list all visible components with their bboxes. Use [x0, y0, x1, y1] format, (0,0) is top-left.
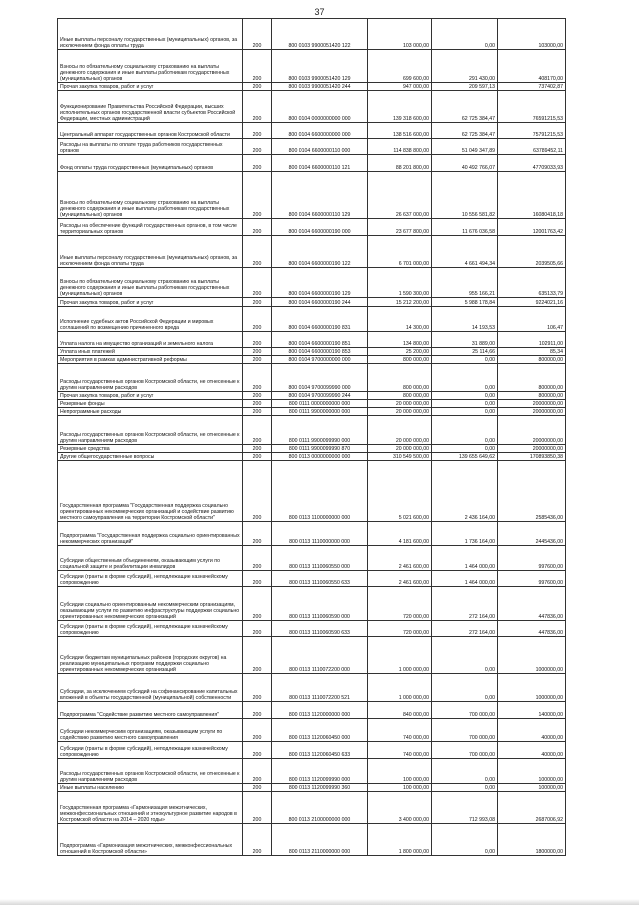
table-row	[58, 674, 566, 702]
row-budget-classification-code: 800 0113 1120060450 633	[272, 742, 368, 759]
row-budget-classification-code: 800 0113 1110060550 633	[272, 571, 368, 587]
row-budget-classification-code: 800 0113 1120099990 000	[272, 759, 368, 784]
row-description: Расходы государственных органов Костромской области, не отнесенные к другим направлениям расходов	[58, 364, 243, 392]
row-budget-classification-code: 800 0104 6600000190 831	[272, 307, 368, 332]
table-row	[58, 19, 566, 50]
row-budget-classification-code: 800 0104 6600000190 853	[272, 348, 368, 356]
row-approved-amount: 800 000,00	[368, 392, 432, 400]
row-approved-amount: 1 000 000,00	[368, 674, 432, 702]
row-executed-amount: 62 725 384,47	[432, 123, 498, 139]
row-description: Мероприятия в рамках административной реформы	[58, 356, 243, 364]
table-row	[58, 400, 566, 408]
row-description: Прочая закупка товаров, работ и услуг	[58, 83, 243, 91]
row-code: 200	[243, 83, 272, 91]
row-description: Исполнение судебных актов Российской Федерации и мировых соглашений по возмещению причиненного вреда	[58, 307, 243, 332]
row-code: 200	[243, 236, 272, 268]
row-budget-classification-code: 800 0111 9900099990 870	[272, 445, 368, 453]
row-executed-amount: 0,00	[432, 416, 498, 445]
row-unexecuted-amount: 408170,00	[498, 50, 566, 83]
row-budget-classification-code: 800 0104 6600000190 122	[272, 236, 368, 268]
row-code: 200	[243, 445, 272, 453]
row-code: 200	[243, 621, 272, 637]
row-executed-amount: 209 597,13	[432, 83, 498, 91]
row-description: Другие общегосударственные вопросы	[58, 453, 243, 461]
row-approved-amount: 310 549 500,00	[368, 453, 432, 461]
row-code: 200	[243, 219, 272, 236]
row-code: 200	[243, 742, 272, 759]
table-row	[58, 50, 566, 83]
row-executed-amount: 700 000,00	[432, 702, 498, 719]
row-code: 200	[243, 392, 272, 400]
row-code: 200	[243, 571, 272, 587]
table-row	[58, 824, 566, 856]
table-row	[58, 123, 566, 139]
row-approved-amount: 740 000,00	[368, 719, 432, 742]
row-budget-classification-code: 800 0113 2110000000 000	[272, 824, 368, 856]
row-description: Прочая закупка товаров, работ и услуг	[58, 298, 243, 307]
row-budget-classification-code: 800 0113 1110072200 521	[272, 674, 368, 702]
row-approved-amount: 5 021 600,00	[368, 461, 432, 522]
row-executed-amount: 1 736 164,00	[432, 522, 498, 546]
row-budget-classification-code: 800 0104 6600000190 244	[272, 298, 368, 307]
row-code: 200	[243, 416, 272, 445]
row-unexecuted-amount: 20000000,00	[498, 416, 566, 445]
row-unexecuted-amount: 2585436,00	[498, 461, 566, 522]
row-code: 200	[243, 356, 272, 364]
row-unexecuted-amount: 75791215,53	[498, 123, 566, 139]
table-row	[58, 637, 566, 674]
row-unexecuted-amount: 40000,00	[498, 742, 566, 759]
row-description: Уплата налога на имущество организаций и земельного налога	[58, 332, 243, 348]
row-code: 200	[243, 155, 272, 172]
table-row	[58, 571, 566, 587]
row-description: Подпрограмма "Государственная поддержка социально ориентированных некоммерческих организаций"	[58, 522, 243, 546]
row-approved-amount: 20 000 000,00	[368, 408, 432, 416]
row-code: 200	[243, 792, 272, 824]
row-unexecuted-amount: 20000000,00	[498, 400, 566, 408]
row-budget-classification-code: 800 0113 1110072200 000	[272, 637, 368, 674]
row-description: Фонд оплаты труда государственных (муниципальных) органов	[58, 155, 243, 172]
row-executed-amount: 31 889,00	[432, 332, 498, 348]
row-description: Взносы по обязательному социальному страхованию на выплаты денежного содержания и иные выплаты работникам государственных (муниципальных) органов	[58, 50, 243, 83]
row-unexecuted-amount: 1000000,00	[498, 637, 566, 674]
row-executed-amount: 0,00	[432, 637, 498, 674]
table-row	[58, 621, 566, 637]
row-executed-amount: 291 430,00	[432, 50, 498, 83]
row-approved-amount: 2 461 600,00	[368, 546, 432, 571]
row-unexecuted-amount: 2445436,00	[498, 522, 566, 546]
table-row	[58, 332, 566, 348]
row-description: Подпрограмма «Гармонизация межэтнических, межконфессиональных отношений в Костромской области»	[58, 824, 243, 856]
row-code: 200	[243, 19, 272, 50]
row-executed-amount: 40 492 766,07	[432, 155, 498, 172]
row-budget-classification-code: 800 0104 6600000110 121	[272, 155, 368, 172]
row-description: Прочая закупка товаров, работ и услуг	[58, 392, 243, 400]
row-budget-classification-code: 800 0104 0000000000 000	[272, 91, 368, 123]
table-row	[58, 172, 566, 219]
row-approved-amount: 840 000,00	[368, 702, 432, 719]
row-executed-amount: 0,00	[432, 674, 498, 702]
budget-execution-table	[57, 18, 566, 856]
row-executed-amount: 0,00	[432, 759, 498, 784]
row-executed-amount: 0,00	[432, 445, 498, 453]
row-code: 200	[243, 348, 272, 356]
row-code: 200	[243, 400, 272, 408]
row-approved-amount: 3 400 000,00	[368, 792, 432, 824]
row-approved-amount: 1 000 000,00	[368, 637, 432, 674]
table-row	[58, 392, 566, 400]
row-description: Субсидии бюджетам муниципальных районов (городских округов) на реализацию муниципальных программ поддержки социально ориентированных некоммерческих организаций	[58, 637, 243, 674]
row-executed-amount: 955 166,21	[432, 268, 498, 298]
row-unexecuted-amount: 1000000,00	[498, 674, 566, 702]
row-description: Субсидии, за исключением субсидий на софинансирование капитальных вложений в объекты государственной (муниципальной) собственности	[58, 674, 243, 702]
row-unexecuted-amount: 2039505,66	[498, 236, 566, 268]
table-row	[58, 307, 566, 332]
table-row	[58, 219, 566, 236]
row-unexecuted-amount: 106,47	[498, 307, 566, 332]
row-budget-classification-code: 800 0113 0000000000 000	[272, 453, 368, 461]
row-approved-amount: 134 800,00	[368, 332, 432, 348]
row-description: Иные выплаты персоналу государственных (муниципальных) органов, за исключением фонда оплаты труда	[58, 236, 243, 268]
row-unexecuted-amount: 800000,00	[498, 364, 566, 392]
table-row	[58, 453, 566, 461]
row-approved-amount: 139 318 600,00	[368, 91, 432, 123]
row-code: 200	[243, 364, 272, 392]
row-budget-classification-code: 800 0104 6600000110 000	[272, 139, 368, 155]
row-executed-amount: 712 993,08	[432, 792, 498, 824]
row-code: 200	[243, 50, 272, 83]
row-budget-classification-code: 800 0113 1120060450 000	[272, 719, 368, 742]
row-approved-amount: 23 677 800,00	[368, 219, 432, 236]
row-description: Расходы государственных органов Костромской области, не отнесенные к другим направлениям расходов	[58, 416, 243, 445]
row-description: Субсидии (гранты в форме субсидий), неподлежащие казначейскому сопровождению	[58, 571, 243, 587]
row-approved-amount: 114 838 800,00	[368, 139, 432, 155]
row-code: 200	[243, 546, 272, 571]
row-code: 200	[243, 298, 272, 307]
row-code: 200	[243, 784, 272, 792]
row-budget-classification-code: 800 0111 0000000000 000	[272, 400, 368, 408]
row-approved-amount: 15 212 200,00	[368, 298, 432, 307]
row-executed-amount: 700 000,00	[432, 719, 498, 742]
row-budget-classification-code: 800 0104 6600000190 000	[272, 219, 368, 236]
row-budget-classification-code: 800 0104 6600000110 129	[272, 172, 368, 219]
row-description: Иные выплаты населению	[58, 784, 243, 792]
row-description: Расходы государственных органов Костромской области, не отнесенные к другим направлениям расходов	[58, 759, 243, 784]
row-description: Иные выплаты персоналу государственных (муниципальных) органов, за исключением фонда оплаты труда	[58, 19, 243, 50]
table-row	[58, 719, 566, 742]
row-approved-amount: 103 000,00	[368, 19, 432, 50]
row-approved-amount: 800 000,00	[368, 356, 432, 364]
row-unexecuted-amount: 100000,00	[498, 784, 566, 792]
table-row	[58, 408, 566, 416]
row-unexecuted-amount: 997600,00	[498, 546, 566, 571]
row-approved-amount: 138 516 600,00	[368, 123, 432, 139]
row-executed-amount: 0,00	[432, 400, 498, 408]
table-row	[58, 356, 566, 364]
table-row	[58, 268, 566, 298]
row-executed-amount: 0,00	[432, 19, 498, 50]
row-executed-amount: 0,00	[432, 824, 498, 856]
table-row	[58, 445, 566, 453]
row-code: 200	[243, 522, 272, 546]
row-description: Взносы по обязательному социальному страхованию на выплаты денежного содержания и иные выплаты работникам государственных (муниципальных) органов	[58, 268, 243, 298]
row-unexecuted-amount: 447836,00	[498, 587, 566, 621]
row-unexecuted-amount: 100000,00	[498, 759, 566, 784]
table-row	[58, 522, 566, 546]
row-approved-amount: 20 000 000,00	[368, 400, 432, 408]
row-approved-amount: 25 200,00	[368, 348, 432, 356]
row-code: 200	[243, 123, 272, 139]
row-description: Резервные средства	[58, 445, 243, 453]
row-code: 200	[243, 587, 272, 621]
table-row	[58, 416, 566, 445]
row-approved-amount: 699 600,00	[368, 50, 432, 83]
table-row	[58, 546, 566, 571]
row-unexecuted-amount: 76591215,53	[498, 91, 566, 123]
row-unexecuted-amount: 20000000,00	[498, 445, 566, 453]
row-unexecuted-amount: 63789452,11	[498, 139, 566, 155]
row-unexecuted-amount: 447836,00	[498, 621, 566, 637]
row-executed-amount: 1 464 000,00	[432, 571, 498, 587]
row-executed-amount: 0,00	[432, 356, 498, 364]
row-unexecuted-amount: 140000,00	[498, 702, 566, 719]
row-approved-amount: 1 590 300,00	[368, 268, 432, 298]
row-code: 200	[243, 307, 272, 332]
row-code: 200	[243, 824, 272, 856]
row-budget-classification-code: 800 0103 9900051420 122	[272, 19, 368, 50]
row-code: 200	[243, 139, 272, 155]
row-budget-classification-code: 800 0104 6600000000 000	[272, 123, 368, 139]
row-budget-classification-code: 800 0103 9900051420 129	[272, 50, 368, 83]
row-unexecuted-amount: 635133,79	[498, 268, 566, 298]
row-description: Непрограммные расходы	[58, 408, 243, 416]
row-code: 200	[243, 332, 272, 348]
row-unexecuted-amount: 85,34	[498, 348, 566, 356]
row-unexecuted-amount: 170893850,38	[498, 453, 566, 461]
row-code: 200	[243, 461, 272, 522]
row-description: Субсидии (гранты в форме субсидий), неподлежащие казначейскому сопровождению	[58, 742, 243, 759]
row-executed-amount: 0,00	[432, 392, 498, 400]
row-executed-amount: 2 436 164,00	[432, 461, 498, 522]
table-row	[58, 759, 566, 784]
row-description: Субсидии некоммерческим организациям, оказывающим услуги по содействию развитию местного самоуправления	[58, 719, 243, 742]
row-unexecuted-amount: 40000,00	[498, 719, 566, 742]
row-budget-classification-code: 800 0113 1110060590 633	[272, 621, 368, 637]
row-budget-classification-code: 800 0104 6600000190 129	[272, 268, 368, 298]
row-approved-amount: 100 000,00	[368, 784, 432, 792]
row-code: 200	[243, 172, 272, 219]
row-description: Субсидии (гранты в форме субсидий), неподлежащие казначейскому сопровождению	[58, 621, 243, 637]
row-executed-amount: 0,00	[432, 364, 498, 392]
row-unexecuted-amount: 1800000,00	[498, 824, 566, 856]
row-description: Государственная программа «Гармонизация межэтнических, межконфессиональных отношений и этнокультурное развитие народов в Костромской области на 2014 – 2020 годы»	[58, 792, 243, 824]
row-description: Субсидии общественным объединениям, оказывающим услуги по социальной защите и реабилитации инвалидов	[58, 546, 243, 571]
row-budget-classification-code: 800 0113 1110060590 000	[272, 587, 368, 621]
row-unexecuted-amount: 800000,00	[498, 356, 566, 364]
row-description: Субсидии социально ориентированным некоммерческим организациям, оказывающим услуги по развитию инфраструктуры поддержки социально ориентированных некоммерческих организаций	[58, 587, 243, 621]
row-budget-classification-code: 800 0113 1110000000 000	[272, 522, 368, 546]
row-budget-classification-code: 800 0113 2100000000 000	[272, 792, 368, 824]
row-executed-amount: 11 676 036,58	[432, 219, 498, 236]
row-unexecuted-amount: 47709033,93	[498, 155, 566, 172]
row-budget-classification-code: 800 0113 1120000000 000	[272, 702, 368, 719]
table-row	[58, 587, 566, 621]
table-row	[58, 155, 566, 172]
row-description: Резервные фонды	[58, 400, 243, 408]
table-row	[58, 784, 566, 792]
row-code: 200	[243, 408, 272, 416]
row-unexecuted-amount: 103000,00	[498, 19, 566, 50]
row-budget-classification-code: 800 0103 9900051420 244	[272, 83, 368, 91]
row-code: 200	[243, 453, 272, 461]
row-unexecuted-amount: 12001763,42	[498, 219, 566, 236]
table-row	[58, 348, 566, 356]
table-row	[58, 702, 566, 719]
row-unexecuted-amount: 800000,00	[498, 392, 566, 400]
table-row	[58, 298, 566, 307]
row-approved-amount: 4 181 600,00	[368, 522, 432, 546]
row-budget-classification-code: 800 0111 9900099990 000	[272, 416, 368, 445]
row-executed-amount: 62 725 384,47	[432, 91, 498, 123]
row-approved-amount: 88 201 800,00	[368, 155, 432, 172]
row-description: Уплата иных платежей	[58, 348, 243, 356]
row-approved-amount: 14 300,00	[368, 307, 432, 332]
row-code: 200	[243, 702, 272, 719]
row-description: Центральный аппарат государственных органов Костромской области	[58, 123, 243, 139]
row-budget-classification-code: 800 0104 6600000190 851	[272, 332, 368, 348]
row-description: Подпрограмма "Содействие развитию местного самоуправления"	[58, 702, 243, 719]
table-row	[58, 236, 566, 268]
row-approved-amount: 20 000 000,00	[368, 416, 432, 445]
row-unexecuted-amount: 20000000,00	[498, 408, 566, 416]
row-approved-amount: 6 701 000,00	[368, 236, 432, 268]
row-unexecuted-amount: 16080418,18	[498, 172, 566, 219]
table-row	[58, 742, 566, 759]
row-executed-amount: 700 000,00	[432, 742, 498, 759]
row-approved-amount: 100 000,00	[368, 759, 432, 784]
row-unexecuted-amount: 9224021,16	[498, 298, 566, 307]
row-code: 200	[243, 268, 272, 298]
row-executed-amount: 272 164,00	[432, 587, 498, 621]
row-description: Функционирование Правительства Российской Федерации, высших исполнительных органов государственной власти субъектов Российской Федерации, местных администраций	[58, 91, 243, 123]
row-approved-amount: 947 000,00	[368, 83, 432, 91]
row-budget-classification-code: 800 0104 9700099990 244	[272, 392, 368, 400]
row-executed-amount: 25 114,66	[432, 348, 498, 356]
row-approved-amount: 1 800 000,00	[368, 824, 432, 856]
row-code: 200	[243, 719, 272, 742]
scan-edge-shadow	[0, 899, 639, 905]
row-executed-amount: 0,00	[432, 784, 498, 792]
row-code: 200	[243, 91, 272, 123]
row-description: Государственная программа "Государственная поддержка социально ориентированных некоммерческих организаций и содействие развитию местного самоуправления на территории Костромской области"	[58, 461, 243, 522]
row-executed-amount: 0,00	[432, 408, 498, 416]
row-code: 200	[243, 759, 272, 784]
row-approved-amount: 720 000,00	[368, 621, 432, 637]
row-executed-amount: 51 049 347,89	[432, 139, 498, 155]
row-description: Расходы на обеспечение функций государственных органов, в том числе территориальных органов	[58, 219, 243, 236]
row-executed-amount: 10 556 581,82	[432, 172, 498, 219]
row-executed-amount: 4 661 494,34	[432, 236, 498, 268]
row-unexecuted-amount: 102911,00	[498, 332, 566, 348]
table-row	[58, 461, 566, 522]
row-executed-amount: 5 988 178,84	[432, 298, 498, 307]
row-executed-amount: 139 655 649,62	[432, 453, 498, 461]
row-code: 200	[243, 674, 272, 702]
row-description: Расходы на выплаты по оплате труда работников государственных органов	[58, 139, 243, 155]
row-description: Взносы по обязательному социальному страхованию на выплаты денежного содержания и иные выплаты работникам государственных (муниципальных) органов	[58, 172, 243, 219]
row-budget-classification-code: 800 0104 9700000000 000	[272, 356, 368, 364]
row-budget-classification-code: 800 0113 1120099990 360	[272, 784, 368, 792]
row-approved-amount: 740 000,00	[368, 742, 432, 759]
row-unexecuted-amount: 737402,87	[498, 83, 566, 91]
row-unexecuted-amount: 2687006,92	[498, 792, 566, 824]
table-row	[58, 91, 566, 123]
row-unexecuted-amount: 997600,00	[498, 571, 566, 587]
table-row	[58, 364, 566, 392]
page-number: 37	[314, 7, 325, 17]
row-executed-amount: 14 193,53	[432, 307, 498, 332]
row-approved-amount: 800 000,00	[368, 364, 432, 392]
row-executed-amount: 1 464 000,00	[432, 546, 498, 571]
row-budget-classification-code: 800 0104 9700099990 000	[272, 364, 368, 392]
row-approved-amount: 2 461 600,00	[368, 571, 432, 587]
table-row	[58, 83, 566, 91]
row-executed-amount: 272 164,00	[432, 621, 498, 637]
row-budget-classification-code: 800 0111 9900000000 000	[272, 408, 368, 416]
row-approved-amount: 720 000,00	[368, 587, 432, 621]
row-approved-amount: 20 000 000,00	[368, 445, 432, 453]
table-row	[58, 792, 566, 824]
row-approved-amount: 26 637 000,00	[368, 172, 432, 219]
row-budget-classification-code: 800 0113 1110060550 000	[272, 546, 368, 571]
row-code: 200	[243, 637, 272, 674]
table-row	[58, 139, 566, 155]
row-budget-classification-code: 800 0113 1100000000 000	[272, 461, 368, 522]
